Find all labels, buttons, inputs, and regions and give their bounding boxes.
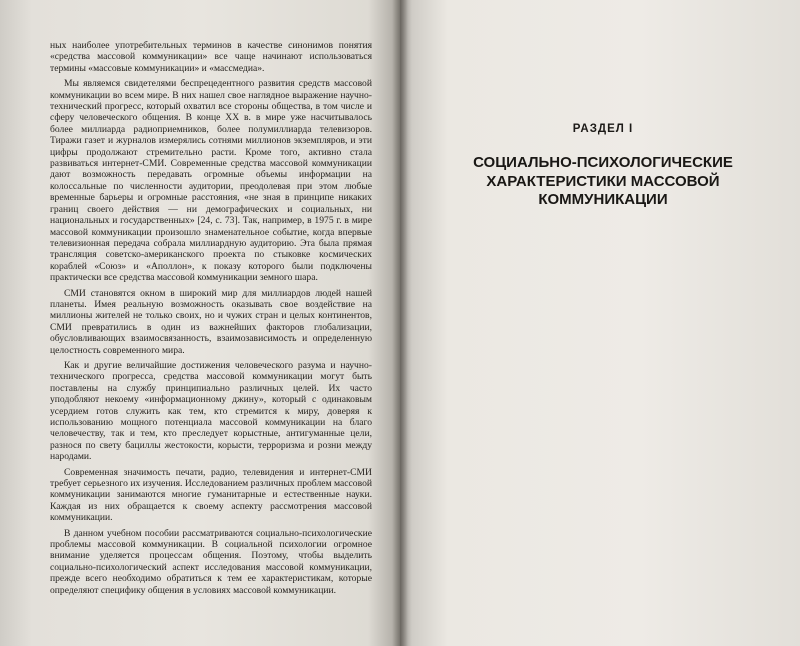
paragraph: Мы являемся свидетелями беспрецедентного развития средств массовой коммуникации во всем мире. В них нашел свое наглядное выражение научно-технический прогресс, который охватил все стороны общества, в том числе и сферу человеческого общения. В конце XX в. в мире уже насчитывалось более миллиарда радиоприемников, более полумиллиарда телевизоров. Тиражи газет и журналов измерялись сотнями миллионов экземпляров, и эти цифры продолжают стремительно расти. Кроме того, активно стала развиваться интернет-СМИ. Современные средства массовой коммуникации дают возможность передавать огромные объемы информации на колоссальные по численности аудитории, преодолевая при этом любые временные барьеры и огромные расстояния, «не зная в принципе никаких границ своего действия — ни демографических и социальных, ни национальных и государственных» [24, с. 73]. Так, например, в 1975 г. в мире массовой коммуникации произошло знаменательное событие, когда впервые телевизионная передача собрала миллиардную аудиторию. Эта была прямая трансляция советско-американского проекта по стыковке космических кораблей «Союз» и «Аполлон», к показу которого были подключены практически все средства массовой коммуникации земного шара.: [50, 78, 372, 284]
right-page: [400, 0, 800, 646]
paragraph: Современная значимость печати, радио, телевидения и интернет-СМИ требует серьезного их изучения. Исследованием различных проблем массовой коммуникации занимаются многие гуманитарные и естественные науки. Каждая из них обращается к своему аспекту рассмотрения массовой коммуникации.: [50, 466, 372, 524]
paragraph: Как и другие величайшие достижения человеческого разума и научно-технического прогресса, средства массовой коммуникации могут быть поставлены на службу принципиально различных целей. Их часто уподобляют некоему «информационному джину», который с одинаковым усердием готов служить как тем, кто стремится к миру, доверяя к использованию мощного потенциала массовой коммуникации на благо человечеству, так и тем, кто преследует корыстные, антигуманные цели, разнося по свету бациллы жестокости, корысти, терроризма и розни между народами.: [50, 359, 372, 463]
paragraph: ных наиболее употребительных терминов в качестве синонимов понятия «средства массовой коммуникации» все чаще начинают использоваться термины «массовые коммуникации» и «массмедиа».: [50, 40, 372, 74]
body-text: [50, 40, 372, 596]
book-gutter: [392, 0, 408, 646]
section-title: [418, 154, 788, 210]
paragraph: В данном учебном пособии рассматриваются социально-психологические проблемы массовой коммуникации. В социальной психологии огромное внимание уделяется процессам общения. Поэтому, чтобы выделить социально-психологический аспект исследования массовой коммуникации, прежде всего необходимо обратиться к тем ее характеристикам, которые определяют специфику общения в условиях массовой коммуникации.: [50, 527, 372, 596]
section-title-line: ХАРАКТЕРИСТИКИ МАССОВОЙ: [486, 172, 720, 190]
section-title-line: СОЦИАЛЬНО-ПСИХОЛОГИЧЕСКИЕ: [473, 154, 733, 171]
section-title-line: КОММУНИКАЦИИ: [538, 191, 668, 208]
paragraph: СМИ становятся окном в широкий мир для миллиардов людей нашей планеты. Имея реальную возможность оказывать свое воздействие на миллионы жителей не только своих, но и чужих стран и целых континентов, СМИ превратились в один из важнейших факторов глобализации, обусловливающих взаимосвязанность, взаимозависимость и определенную целостность современного мира.: [50, 287, 372, 356]
section-label: РАЗДЕЛ I: [572, 123, 634, 135]
